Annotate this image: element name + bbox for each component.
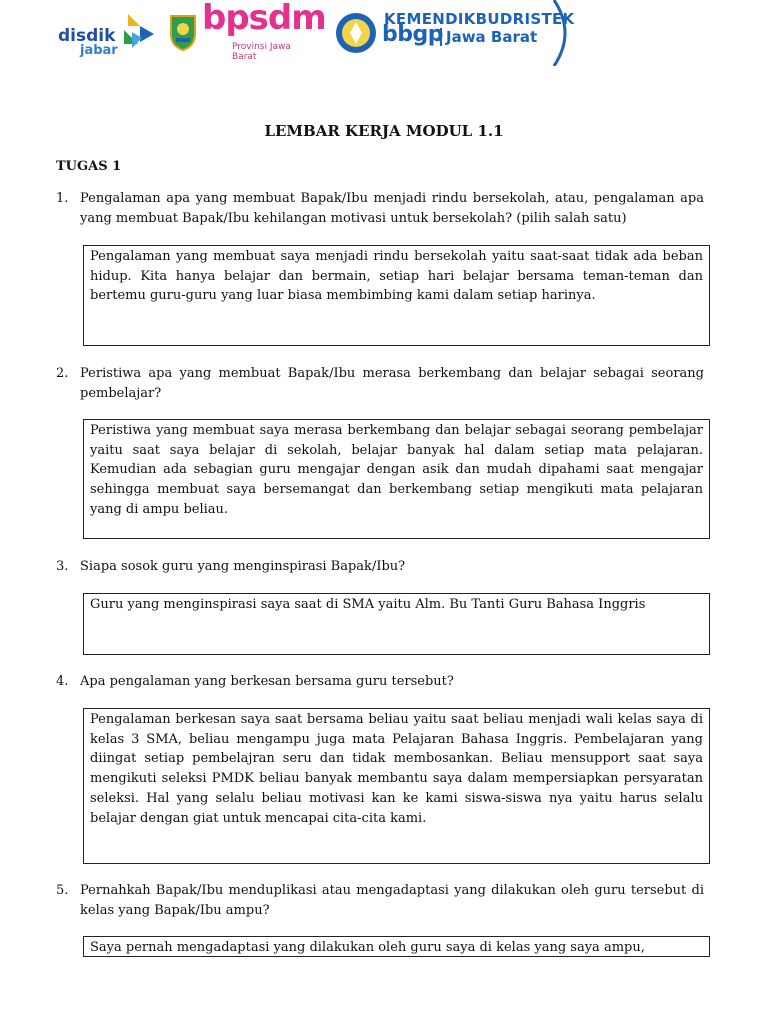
bpsdm-logo xyxy=(168,0,326,62)
question-text: Pengalaman apa yang membuat Bapak/Ibu menjadi rindu bersekolah, atau, pengalaman apa yang membuat Bapak/Ibu kehilangan motivasi untuk bersekolah? (pilih salah satu) xyxy=(80,191,704,226)
question-text: Apa pengalaman yang berkesan bersama guru tersebut? xyxy=(80,674,454,689)
answer-box-4[interactable] xyxy=(83,708,710,864)
question-text: Pernahkah Bapak/Ibu menduplikasi atau mengadaptasi yang dilakukan oleh guru tersebut di kelas yang Bapak/Ibu ampu? xyxy=(80,883,704,918)
question-number: 1. xyxy=(56,191,69,206)
answer-text: Pengalaman berkesan saya saat bersama beliau yaitu saat beliau menjadi wali kelas saya di kelas 3 SMA, beliau mengampu juga mata Pelajaran Bahasa Inggris. Pembelajaran yang diingat setiap pembelajran seru dan tidak membosankan. Beliau mensupport saat saya mengikuti seleksi PMDK beliau banyak membantu saya dalam mempersiapkan persyaratan seleksi. Hal yang selalu beliau motivasi kan ke kami siswa-siswa nya yaitu harus selalu belajar dengan giat untuk mencapai cita-cita kami. xyxy=(90,712,703,826)
question-3 xyxy=(56,557,704,577)
question-number: 5. xyxy=(56,883,69,898)
answer-text: Saya pernah mengadaptasi yang dilakukan oleh guru saya di kelas yang saya ampu, xyxy=(90,940,645,955)
disdik-jabar-logo xyxy=(58,8,158,58)
disdik-emblem-icon xyxy=(118,12,156,52)
kemendikbudristek-logo xyxy=(334,2,584,66)
answer-box-1[interactable] xyxy=(83,245,710,346)
kemendikbudristek-title: KEMENDIKBUDRISTEK xyxy=(384,10,575,28)
answer-box-5[interactable] xyxy=(83,936,710,957)
logo-arc-icon xyxy=(548,0,578,66)
west-java-emblem-icon xyxy=(168,12,198,52)
question-2 xyxy=(56,364,704,403)
bbgp-region-text: Jawa Barat xyxy=(440,28,537,46)
tut-wuri-handayani-icon xyxy=(334,11,378,55)
bbgp-logo-text: bbgp xyxy=(382,22,443,47)
document-title: LEMBAR KERJA MODUL 1.1 xyxy=(264,122,504,140)
question-number: 2. xyxy=(56,366,69,381)
jabar-logo-text: jabar xyxy=(80,43,118,58)
question-number: 4. xyxy=(56,674,69,689)
answer-text: Peristiwa yang membuat saya merasa berkembang dan belajar sebagai seorang pembelajar yaitu saat saya belajar di sekolah, belajar banyak hal dalam setiap mata pelajaran. Kemudian ada sebagian guru mengajar dengan asik dan mudah dipahami saat mengajar sehingga membuat saya bersemangat dan berkembang setiap mengikuti mata pelajaran yang di ampu beliau. xyxy=(90,423,703,517)
question-1 xyxy=(56,189,704,228)
disdik-logo-text: disdik xyxy=(58,26,116,46)
answer-box-3[interactable] xyxy=(83,593,710,655)
answer-box-2[interactable] xyxy=(83,419,710,539)
question-5 xyxy=(56,881,704,920)
question-text: Siapa sosok guru yang menginspirasi Bapak/Ibu? xyxy=(80,559,406,574)
header xyxy=(0,0,768,70)
bpsdm-logo-text: bpsdm xyxy=(202,0,326,38)
question-4 xyxy=(56,672,704,692)
question-number: 3. xyxy=(56,559,69,574)
answer-text: Guru yang menginspirasi saya saat di SMA yaitu Alm. Bu Tanti Guru Bahasa Inggris xyxy=(90,597,646,612)
question-text: Peristiwa apa yang membuat Bapak/Ibu merasa berkembang dan belajar sebagai seorang pembelajar? xyxy=(80,366,704,401)
task-label: TUGAS 1 xyxy=(56,159,122,174)
answer-text: Pengalaman yang membuat saya menjadi rindu bersekolah yaitu saat-saat tidak ada beban hidup. Kita hanya belajar dan bermain, setiap hari belajar bersama teman-teman dan bertemu guru-guru yang luar biasa membimbing kami dalam setiap harinya. xyxy=(90,249,703,304)
bpsdm-subtitle: Provinsi Jawa Barat xyxy=(232,42,291,62)
